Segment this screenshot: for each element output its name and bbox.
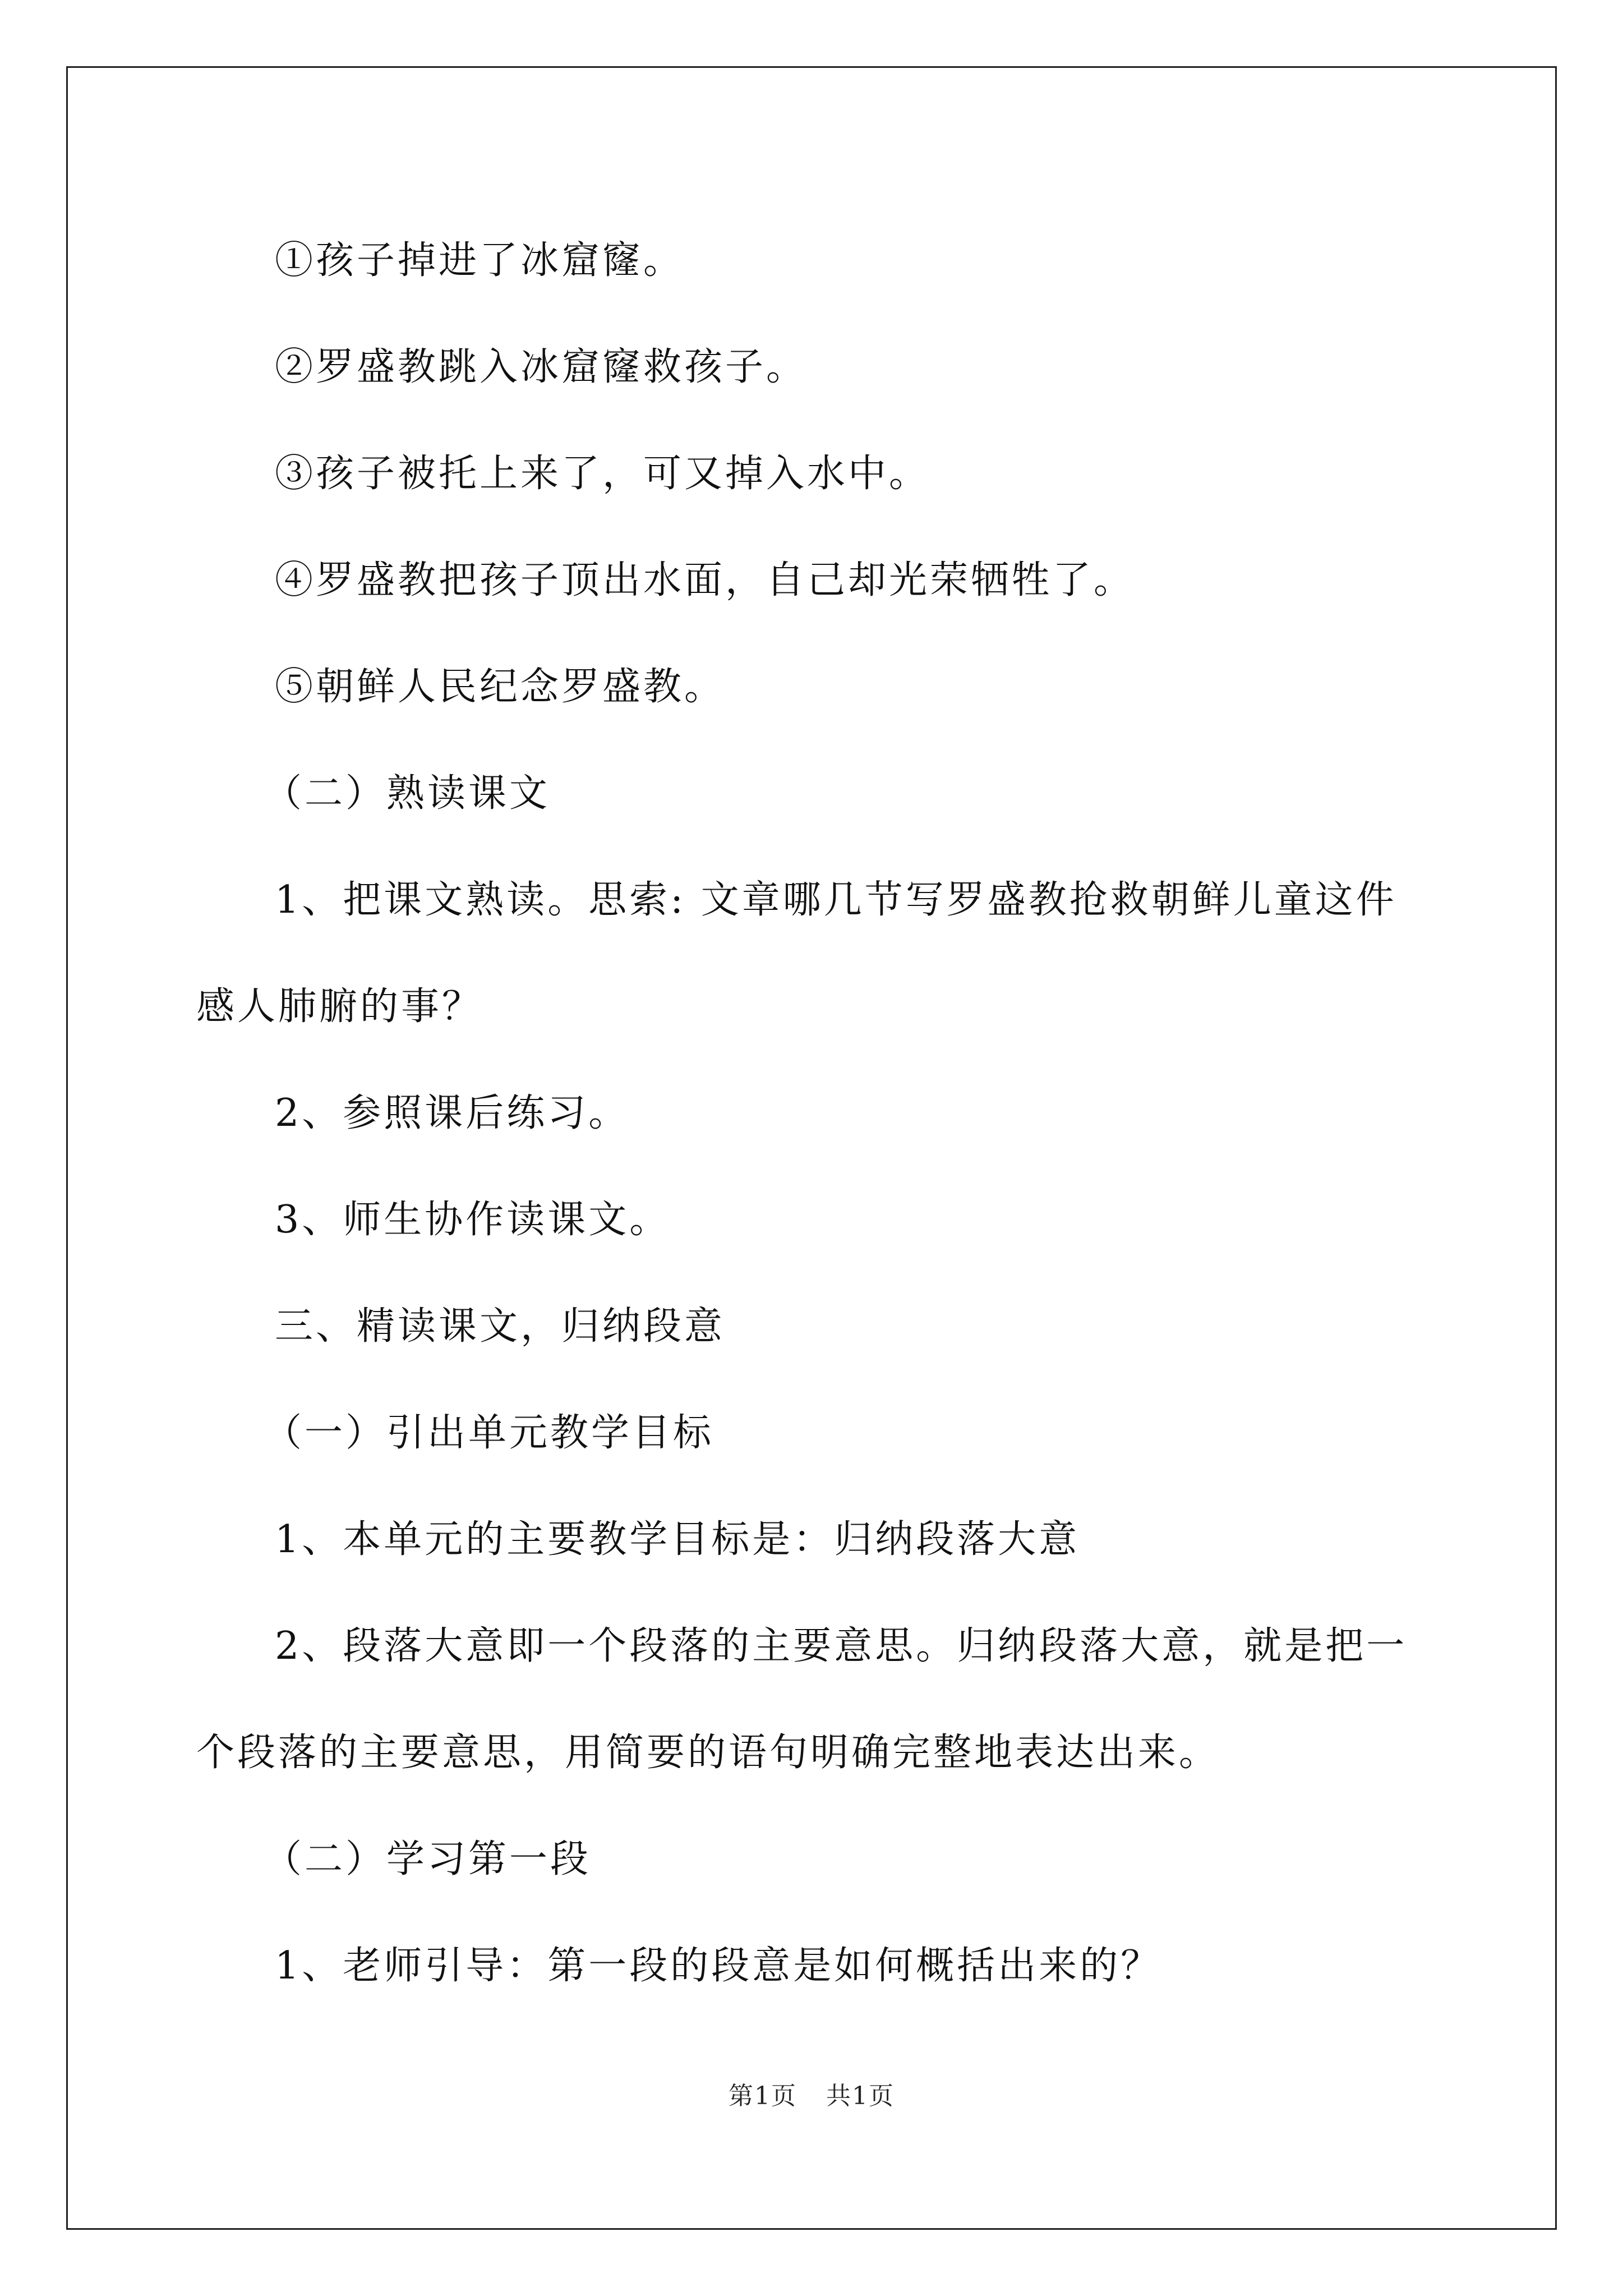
page-number-total: 共1页 <box>826 2082 895 2110</box>
paragraph-7: 1、把课文熟读。思索: 文章哪几节写罗盛教抢救朝鲜儿童这件感人肺腑的事？ <box>196 878 1397 1029</box>
page-footer <box>0 2076 1623 2111</box>
section-heading-shudu: （二）熟读课文 <box>264 771 551 816</box>
paragraph-1: ①孩子掉进了冰窟窿。 <box>275 238 685 283</box>
paragraph-13: 2、段落大意即一个段落的主要意思。归纳段落大意，就是把一个段落的主要意思，用简要的语句明确完整地表达出来。 <box>196 1624 1408 1775</box>
section-heading-diyiduan: （二）学习第一段 <box>264 1837 592 1881</box>
paragraph-5: ⑤朝鲜人民纪念罗盛教。 <box>275 665 726 709</box>
document-body <box>196 208 1436 2019</box>
paragraph-9: 3、师生协作读课文。 <box>275 1198 671 1242</box>
paragraph-2: ②罗盛教跳入冰窟窿救孩子。 <box>275 345 808 389</box>
page-number-current: 第1页 <box>728 2082 797 2110</box>
paragraph-15: 1、老师引导：第一段的段意是如何概括出来的？ <box>275 1944 1162 1988</box>
paragraph-3: ③孩子被托上来了，可又掉入水中。 <box>275 452 930 496</box>
paragraph-12: 1、本单元的主要教学目标是：归纳段落大意 <box>275 1517 1080 1562</box>
paragraph-8: 2、参照课后练习。 <box>275 1091 630 1135</box>
section-heading-mubiao: （一）引出单元教学目标 <box>264 1411 714 1455</box>
paragraph-4: ④罗盛教把孩子顶出水面，自己却光荣牺牲了。 <box>275 558 1135 602</box>
section-heading-jingdu: 三、精读课文，归纳段意 <box>275 1304 726 1349</box>
